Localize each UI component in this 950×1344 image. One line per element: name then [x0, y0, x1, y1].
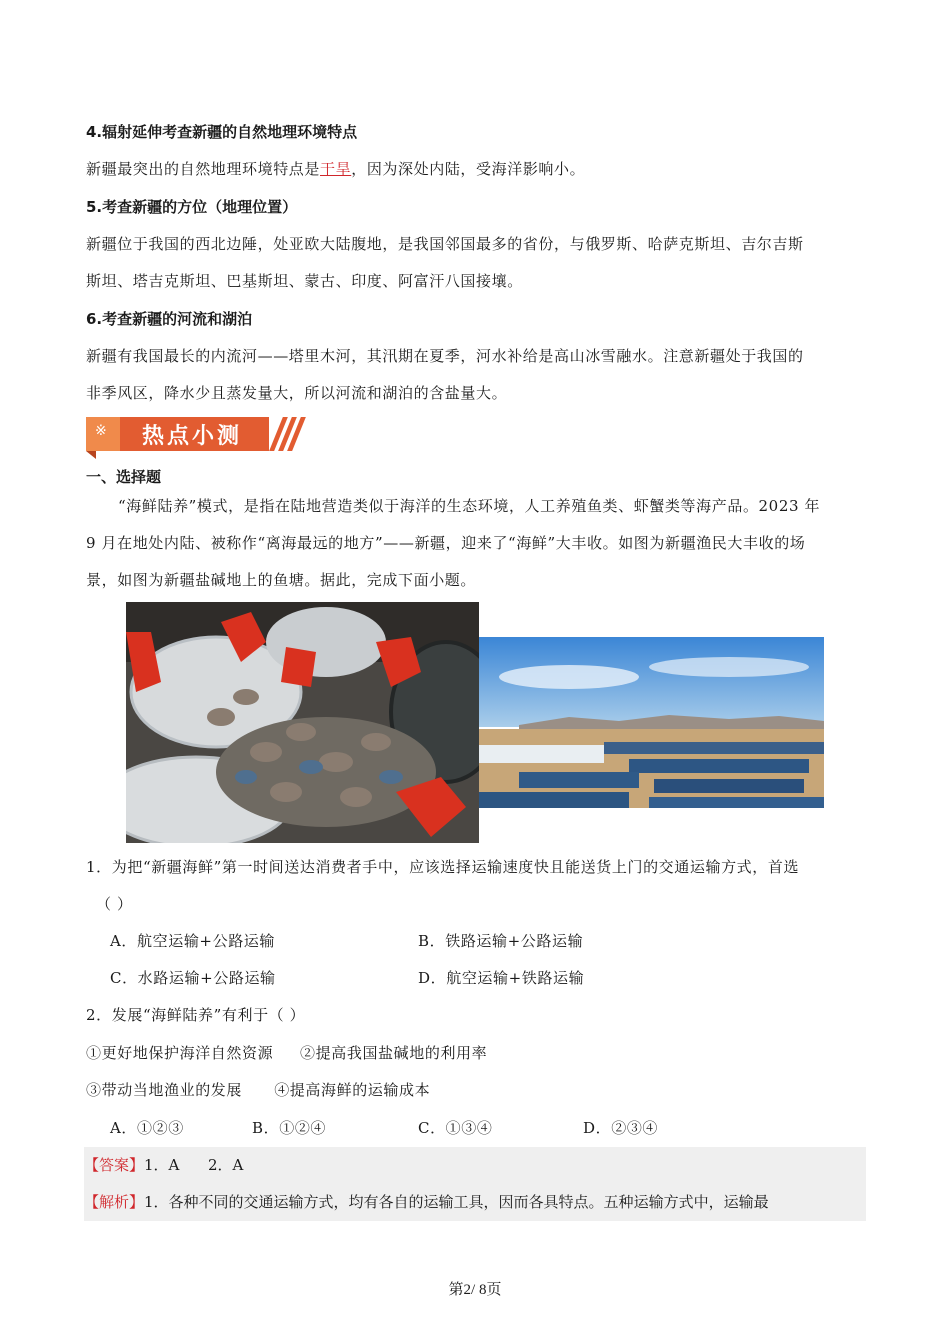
fish-pond-photo	[479, 637, 824, 808]
section-4-highlight: 干旱	[320, 160, 352, 178]
section-6-line-1: 新疆有我国最长的内流河——塔里木河，其汛期在夏季，河水补给是高山冰雪融水。注意新疆处于我国的	[86, 347, 804, 365]
q1-stem-line-2: （ ）	[96, 895, 133, 913]
section-4-text-b: ，因为深处内陆，受海洋影响小。	[351, 160, 586, 178]
fish-pond-illustration	[479, 637, 824, 808]
section-5-line-1: 新疆位于我国的西北边陲，处亚欧大陆腹地，是我国邻国最多的省份，与俄罗斯、哈萨克斯坦、吉尔吉斯	[86, 235, 804, 253]
intro-line-1: “海鲜陆养”模式，是指在陆地营造类似于海洋的生态环境，人工养殖鱼类、虾蟹类等海产品。2023 年	[118, 497, 821, 515]
hot-quiz-banner	[86, 414, 301, 456]
analysis-text: 1．各种不同的交通运输方式，均有各自的运输工具，因而各具特点。五种运输方式中，运输最	[144, 1193, 769, 1211]
section-6-line-2: 非季风区，降水少且蒸发量大，所以河流和湖泊的含盐量大。	[86, 384, 508, 402]
crab-harvest-photo	[126, 602, 479, 843]
crab-harvest-illustration	[126, 602, 479, 843]
section-4-title: 4.辐射延伸考查新疆的自然地理环境特点	[86, 123, 358, 141]
banner-fold	[86, 451, 96, 459]
q2-option-c[interactable]: C．①③④	[418, 1119, 493, 1137]
q1-option-d[interactable]: D．航空运输+铁路运输	[418, 969, 585, 987]
q1-stem-line-1: 1．为把“新疆海鲜”第一时间送达消费者手中，应该选择运输速度快且能送货上门的交通运输方式，首选	[86, 858, 800, 876]
answer-text: 1．A 2．A	[144, 1156, 244, 1174]
q2-items-line-2: ③带动当地渔业的发展 ④提高海鲜的运输成本	[86, 1081, 431, 1099]
intro-line-2: 9 月在地处内陆、被称作“离海最远的地方”——新疆，迎来了“海鲜”大丰收。如图为新疆渔民大丰收的场	[86, 534, 806, 552]
answer-row	[84, 1147, 866, 1184]
q2-items-line-1: ①更好地保护海洋自然资源 ②提高我国盐碱地的利用率	[86, 1044, 488, 1062]
section-4-text	[86, 151, 585, 188]
banner-star-icon: ※	[95, 423, 107, 439]
answer-tag: 【答案】	[84, 1156, 145, 1174]
q1-option-c[interactable]: C．水路运输+公路运输	[110, 969, 276, 987]
analysis-row	[84, 1184, 866, 1221]
analysis-tag: 【解析】	[84, 1193, 145, 1211]
banner-title: 热点小测	[142, 424, 243, 449]
section-5-title: 5.考查新疆的方位（地理位置）	[86, 198, 298, 216]
q2-option-d[interactable]: D．②③④	[583, 1119, 659, 1137]
q1-option-a[interactable]: A．航空运输+公路运输	[110, 932, 276, 950]
section-4-text-a: 新疆最突出的自然地理环境特点是	[86, 160, 321, 178]
intro-line-3: 景，如图为新疆盐碱地上的鱼塘。据此，完成下面小题。	[86, 571, 477, 589]
section-5-line-2: 斯坦、塔吉克斯坦、巴基斯坦、蒙古、印度、阿富汗八国接壤。	[86, 272, 523, 290]
part-title: 一、选择题	[86, 468, 162, 486]
section-6-title: 6.考查新疆的河流和湖泊	[86, 310, 253, 328]
q2-option-a[interactable]: A．①②③	[110, 1119, 184, 1137]
q1-option-b[interactable]: B．铁路运输+公路运输	[418, 932, 584, 950]
page-number: 第2/ 8页	[448, 1282, 502, 1298]
q2-stem: 2．发展“海鲜陆养”有利于（ ）	[86, 1006, 306, 1024]
q2-option-b[interactable]: B．①②④	[252, 1119, 327, 1137]
